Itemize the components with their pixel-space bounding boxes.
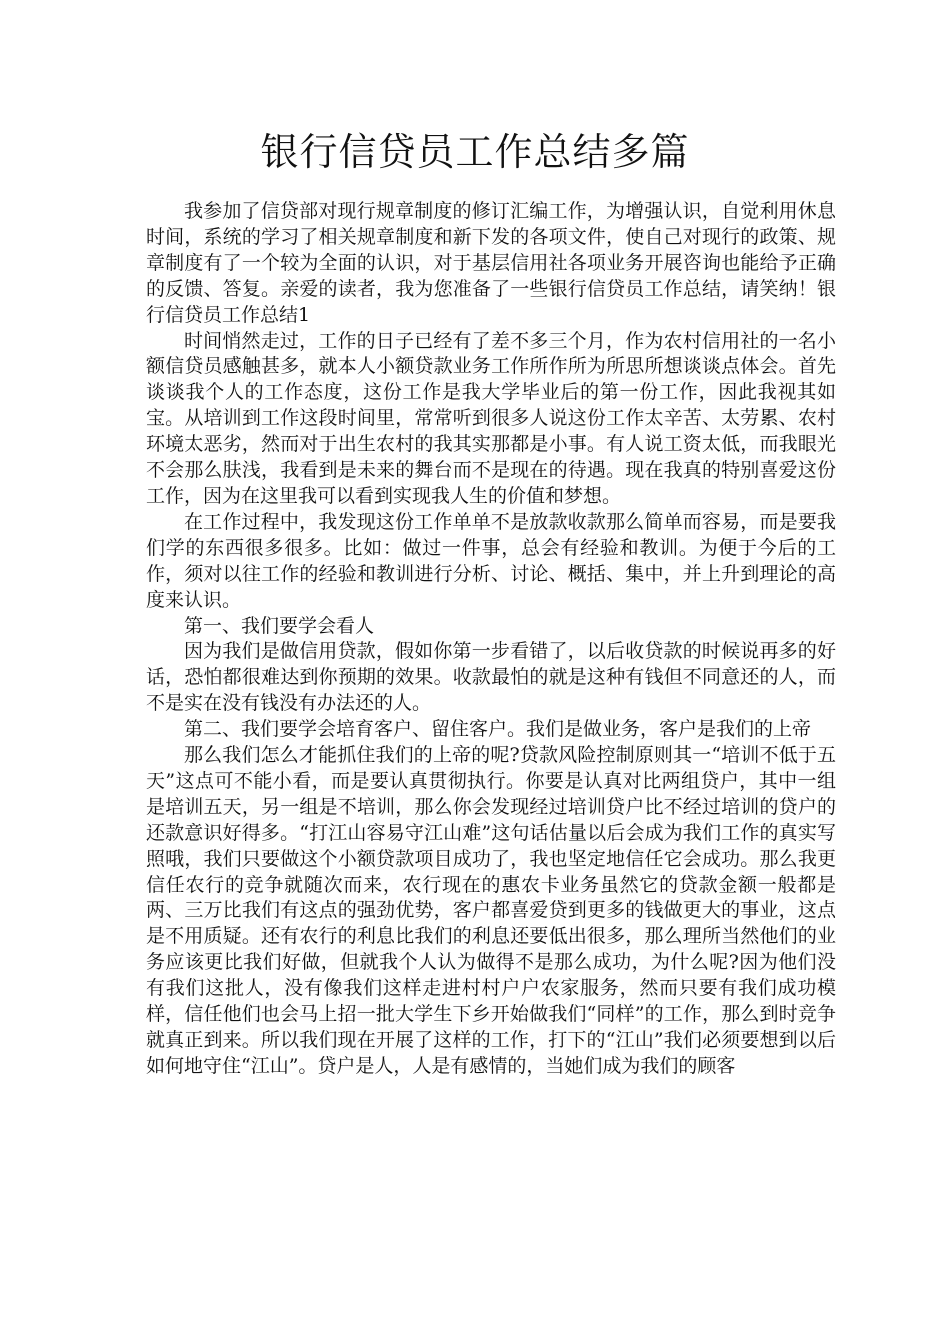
- paragraph-heading-first: 第一、我们要学会看人: [184, 614, 375, 637]
- paragraph-learning: 在工作过程中，我发现这份工作单单不是放款收款那么简单而容易，而是要我们学的东西很多很多。比如：做过一件事，总会有经验和教训。为便于今后的工作，须对以往工作的经验和教训进行分析、讨论、概括、集中，并上升到理论的高度来认识。: [146, 510, 836, 611]
- paragraph-heading-second: 第二、我们要学会培育客户、留住客户。我们是做业务，客户是我们的上帝: [184, 718, 812, 741]
- paragraph-judging-people: 因为我们是做信用贷款，假如你第一步看错了，以后收贷款的时候说再多的好话，恐怕都很难达到你预期的效果。收款最怕的就是这种有钱但不同意还的人，而不是实在没有钱没有办法还的人。: [146, 640, 836, 715]
- paragraph-customers: 那么我们怎么才能抓住我们的上帝的呢?贷款风险控制原则其一“培训不低于五天”这点可不能小看，而是要认真贯彻执行。你要是认真对比两组贷户，其中一组是培训五天，另一组是不培训，那么你会发现经过培训贷户比不经过培训的贷户的还款意识好得多。“打江山容易守江山难”这句话估量以后会成为我们工作的真实写照哦，我们只要做这个小额贷款项目成功了，我也坚定地信任它会成功。那么我更信任农行的竞争就随次而来，农行现在的惠农卡业务虽然它的贷款金额一般都是两、三万比我们有这点的强劲优势，客户都喜爱贷到更多的钱做更大的事业，这点是不用质疑。还有农行的利息比我们的利息还要低出很多，那么理所当然他们的业务应该更比我们好做，但就我个人认为做得不是那么成功，为什么呢?因为他们没有我们这批人，没有像我们这样走进村村户户农家服务，然而只要有我们成功模样，信任他们也会马上招一批大学生下乡开始做我们“同样”的工作，那么到时竞争就真正到来。所以我们现在开展了这样的工作，打下的“江山”我们必须要想到以后如何地守住“江山”。贷户是人，人是有感情的，当她们成为我们的顾客: [146, 744, 836, 1077]
- paragraph-intro: 我参加了信贷部对现行规章制度的修订汇编工作，为增强认识，自觉利用休息时间，系统的学习了相关规章制度和新下发的各项文件，使自己对现行的政策、规章制度有了一个较为全面的认识，对于基层信用社各项业务开展咨询也能给予正确的反馈、答复。亲爱的读者，我为您准备了一些银行信贷员工作总结，请笑纳！银行信贷员工作总结1: [146, 200, 836, 326]
- paragraph-work-attitude: 时间悄然走过，工作的日子已经有了差不多三个月，作为农村信用社的一名小额信贷员感触甚多，就本人小额贷款业务工作所作所为所思所想谈谈点体会。首先谈谈我个人的工作态度，这份工作是我大学毕业后的第一份工作，因此我视其如宝。从培训到工作这段时间里，常常听到很多人说这份工作太辛苦、太劳累、农村环境太恶劣，然而对于出生农村的我其实那都是小事。有人说工资太低，而我眼光不会那么肤浅，我看到是未来的舞台而不是现在的待遇。现在我真的特别喜爱这份工作，因为在这里我可以看到实现我人生的价值和梦想。: [146, 329, 836, 507]
- document-title: 银行信贷员工作总结多篇: [260, 130, 690, 174]
- document-body: [146, 199, 836, 1080]
